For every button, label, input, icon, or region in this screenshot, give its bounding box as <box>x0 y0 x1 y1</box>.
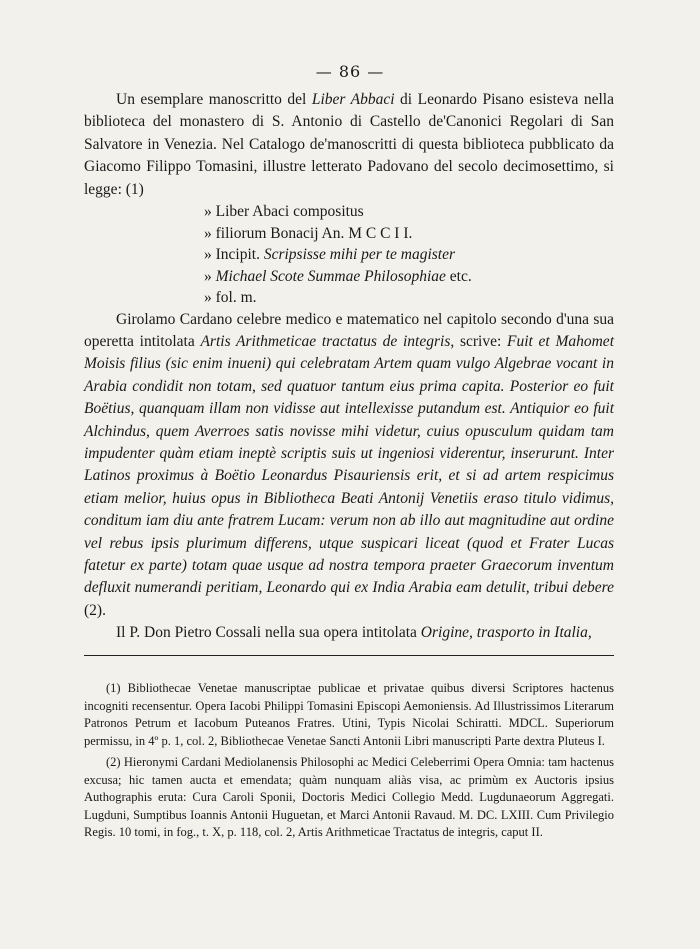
paragraph-cossali: Il P. Don Pietro Cossali nella sua opera intitolata Origine, trasporto in Italia, <box>116 624 592 642</box>
book-title-artis: Artis Arithmeticae tractatus de integris <box>200 332 451 350</box>
footnote-rule <box>84 655 614 656</box>
book-title-liber-abbaci: Liber Abbaci <box>311 91 395 108</box>
footnote-2: (2) Hieronymi Cardani Mediolanensis Philosophi ac Medici Celeberrimi Opera Omnia: tam hactenus excusa; hic tamen aucta et emendata; quàm nunquam aliàs visa, ac primùm ex Auctoris ipsius Authographis eruta: Cura Caroli Sponii, Doctoris Medici Collegio Medd. Lugdunaeorum Aggregati. Lugduni, Sumptibus Ioannis Antonii Huguetan, et Marci Antonii Ravaud. M. DC. LXIII. Cum Privilegio Regis. 10 tomi, in fog., t. X, p. 118, col. 2, Artis Arithmeticae Tractatus de integris, caput II. <box>84 755 614 839</box>
paragraph-liber-abbaci <box>84 89 614 201</box>
quote-line: » Liber Abaci compositus <box>204 201 614 223</box>
quote-line: » filiorum Bonacij An. M C C I I. <box>204 223 614 245</box>
page-number: — 86 — <box>315 62 385 81</box>
text-run: Un esemplare manoscritto del <box>116 91 312 108</box>
main-text <box>84 89 614 645</box>
quote-line: » Michael Scote Summae Philosophiae etc. <box>204 266 614 288</box>
quote-line: » Incipit. Scripsisse mihi per te magister <box>204 244 614 266</box>
text-run: di Leonardo Pisano esisteva nella biblioteca del monastero di S. Antonio di Castello de'Canonici Regolari di San Salvatore in Venezia. Nel Catalogo de'manoscritti di questa biblioteca pubblicato da Giacomo Filippo Tomasini, illustre letterato Padovano del secolo decimosettimo, si legge: (1) <box>84 91 614 198</box>
book-title-origine: Origine, trasporto in Italia, <box>420 624 592 642</box>
latin-quotation: Fuit et Mahomet Moisis filius (sic enim inueni) qui celebratam Artem quam vulgo Algebrae vocant in Arabia condidit non totam, sed quatuor tantum eius prima capita. Posterior eo fuit Boëtius, quanquam illam non vidisse aut intellexisse putandum est. Antiquior eo fuit Alchindus, quem Averroes satis novisse mihi videtur, cuius opusculum quidam tam impudenter quàm etiam ineptè scriptis suis ut ingeniosi viderentur, inserurunt. Inter Latinos proximus à Boëtio Leonardus Pisauriensis erit, et si ad artem respicimus etiam melior, huius opus in Bibliotheca Beati Antonij Venetiis eraso titulo vidimus, conditum iam diu ante fratrem Lucam: verum non ab illo aut magnitudine aut ordine vel rebus ipsis plurimum differens, utque suspicari liceat (quod et Frater Lucas fatetur ex parte) totam quae usque ad nostra tempora praeter Graecorum inventum defluxit numerandi peritiam, Leonardo qui ex India Arabia eam detulit, tribui debere <box>84 332 614 597</box>
catalog-quote <box>204 201 614 309</box>
paragraph-cardano: Girolamo Cardano celebre medico e matematico nel capitolo secondo d'una sua operetta intitolata Artis Arithmeticae tractatus de integris, scrive: Fuit et Mahomet Moisis filius (sic enim inueni) qui celebratam Artem quam vulgo Algebrae vocant in Arabia condidit non totam, sed quatuor tantum eius prima capita. Posterior eo fuit Boëtius, quanquam illam non vidisse aut intellexisse putandum est. Antiquior eo fuit Alchindus, quem Averroes satis novisse mihi videtur, cuius opusculum quidam tam impudenter quàm etiam ineptè scriptis suis ut ingeniosi viderentur, inserurunt. Inter Latinos proximus à Boëtio Leonardus Pisauriensis erit, et si ad artem respicimus etiam melior, huius opus in Bibliotheca Beati Antonij Venetiis eraso titulo vidimus, conditum iam diu ante fratrem Lucam: verum non ab illo aut magnitudine aut ordine vel rebus ipsis plurimum differens, utque suspicari liceat (quod et Frater Lucas fatetur ex parte) totam quae usque ad nostra tempora praeter Graecorum inventum defluxit numerandi peritiam, Leonardo qui ex India Arabia eam detulit, tribui debere (2). <box>84 310 614 619</box>
quote-line: » fol. m. <box>204 287 614 309</box>
footnotes <box>84 680 614 846</box>
footnote-1: (1) Bibliothecae Venetae manuscriptae publicae et privatae quibus diversi Scriptores hactenus incogniti recensentur. Opera Iacobi Philippi Tomasini Episcopi Aemoniensis. Ad Illustrissimos Literarum Patronos Petrum et Iacobum Puteanos Fratres. Utini, Typis Nicolai Schiratti. MDCL. Superiorum permissu, in 4º p. 1, col. 2, Bibliothecae Venetae Sancti Antonii Libri manuscripti Parte dextra Pluteus I. <box>84 681 614 748</box>
